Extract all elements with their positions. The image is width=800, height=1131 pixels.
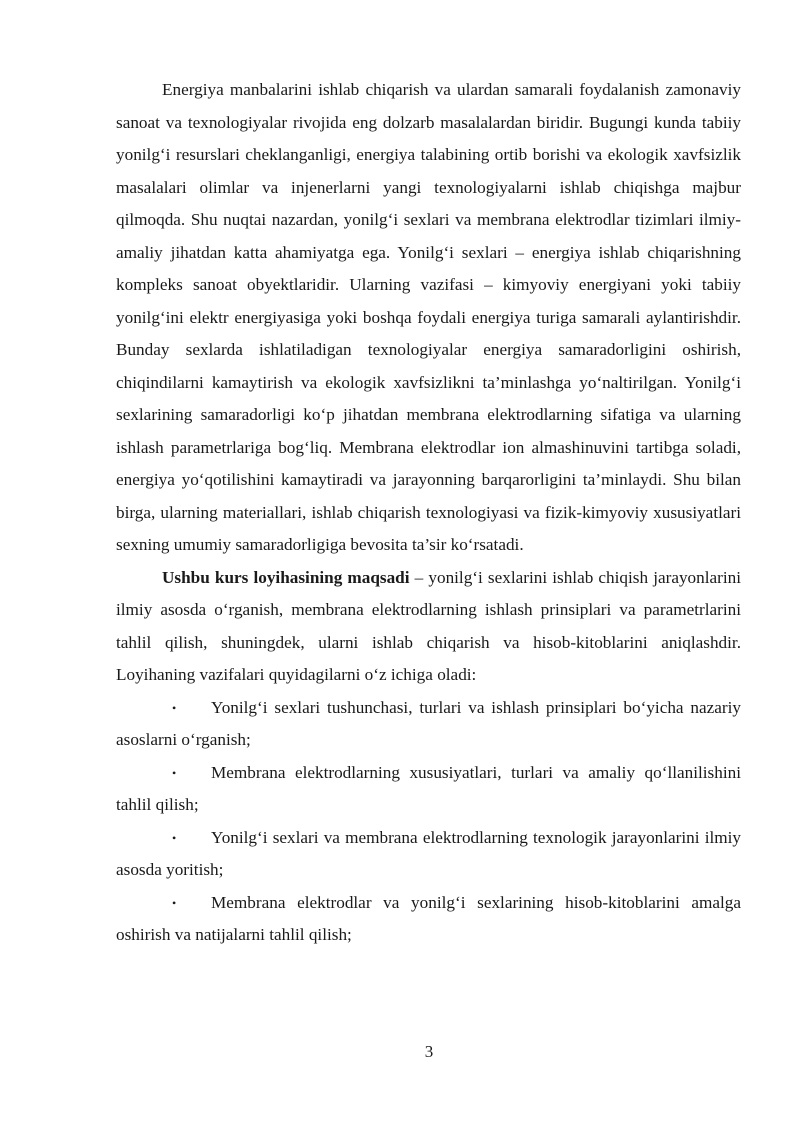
task-list-item <box>116 822 741 887</box>
page-number: 3 <box>424 1042 434 1061</box>
task-list-item <box>116 887 741 952</box>
document-body <box>116 74 741 952</box>
goal-heading: Ushbu kurs loyihasining maqsadi <box>162 567 410 587</box>
bullet-icon: • <box>172 830 177 845</box>
bullet-icon: • <box>172 700 177 715</box>
goal-paragraph <box>116 562 741 692</box>
task-list-item <box>116 692 741 757</box>
bullet-icon: • <box>172 765 177 780</box>
intro-paragraph: Energiya manbalarini ishlab chiqarish va ulardan samarali foydalanish zamonaviy sanoat va texnologiyalar rivojida eng dolzarb masalalardan biridir. Bugungi kunda tabiiy yonilg‘i resurslari cheklanganligi, energiya talabining ortib borishi va ekologik xavfsizlik masalalari olimlar va injenerlarni yangi texnologiyalarni ishlab chiqishga majbur qilmoqda. Shu nuqtai nazardan, yonilg‘i sexlari va membrana elektrodlar tizimlari ilmiy-amaliy jihatdan katta ahamiyatga ega. Yonilg‘i sexlari – energiya ishlab chiqarishning kompleks sanoat obyektlaridir. Ularning vazifasi – kimyoviy energiyani yoki tabiiy yonilg‘ini elektr energiyasiga yoki boshqa foydali energiya turiga samarali aylantirishdir. Bunday sexlarda ishlatiladigan texnologiyalar energiya samaradorligini oshirish, chiqindilarni kamaytirish va ekologik xavfsizlikni ta’minlashga yo‘naltirilgan. Yonilg‘i sexlarining samaradorligi ko‘p jihatdan membrana elektrodlarning sifatiga va ularning ishlash parametrlariga bog‘liq. Membrana elektrodlar ion almashinuvini tartibga soladi, energiya yo‘qotilishini kamaytiradi va jarayonning barqarorligini ta’minlaydi. Shu bilan birga, ularning materiallari, ishlab chiqarish texnologiyasi va fizik-kimyoviy xususiyatlari sexning umumiy samaradorligiga bevosita ta’sir ko‘rsatadi. <box>116 80 741 554</box>
task-text: Yonilg‘i sexlari tushunchasi, turlari va ishlash prinsiplari bo‘yicha nazariy asoslarni o‘rganish; <box>116 697 741 749</box>
task-text: Membrana elektrodlar va yonilg‘i sexlarining hisob-kitoblarini amalga oshirish va natijalarni tahlil qilish; <box>116 892 741 944</box>
task-text: Yonilg‘i sexlari va membrana elektrodlarning texnologik jarayonlarini ilmiy asosda yoritish; <box>116 827 741 879</box>
bullet-icon: • <box>172 895 177 910</box>
goal-text: – yonilg‘i sexlarini ishlab chiqish jarayonlarini ilmiy asosda o‘rganish, membrana elektrodlarning ishlash prinsiplari va parametrlarini tahlil qilish, shuningdek, ularni ishlab chiqarish va hisob-kitoblarini aniqlashdir. Loyihaning vazifalari quyidagilarni o‘z ichiga oladi: <box>116 567 742 684</box>
task-list-item <box>116 757 741 822</box>
task-text: Membrana elektrodlarning xususiyatlari, turlari va amaliy qo‘llanilishini tahlil qilish; <box>116 762 741 814</box>
